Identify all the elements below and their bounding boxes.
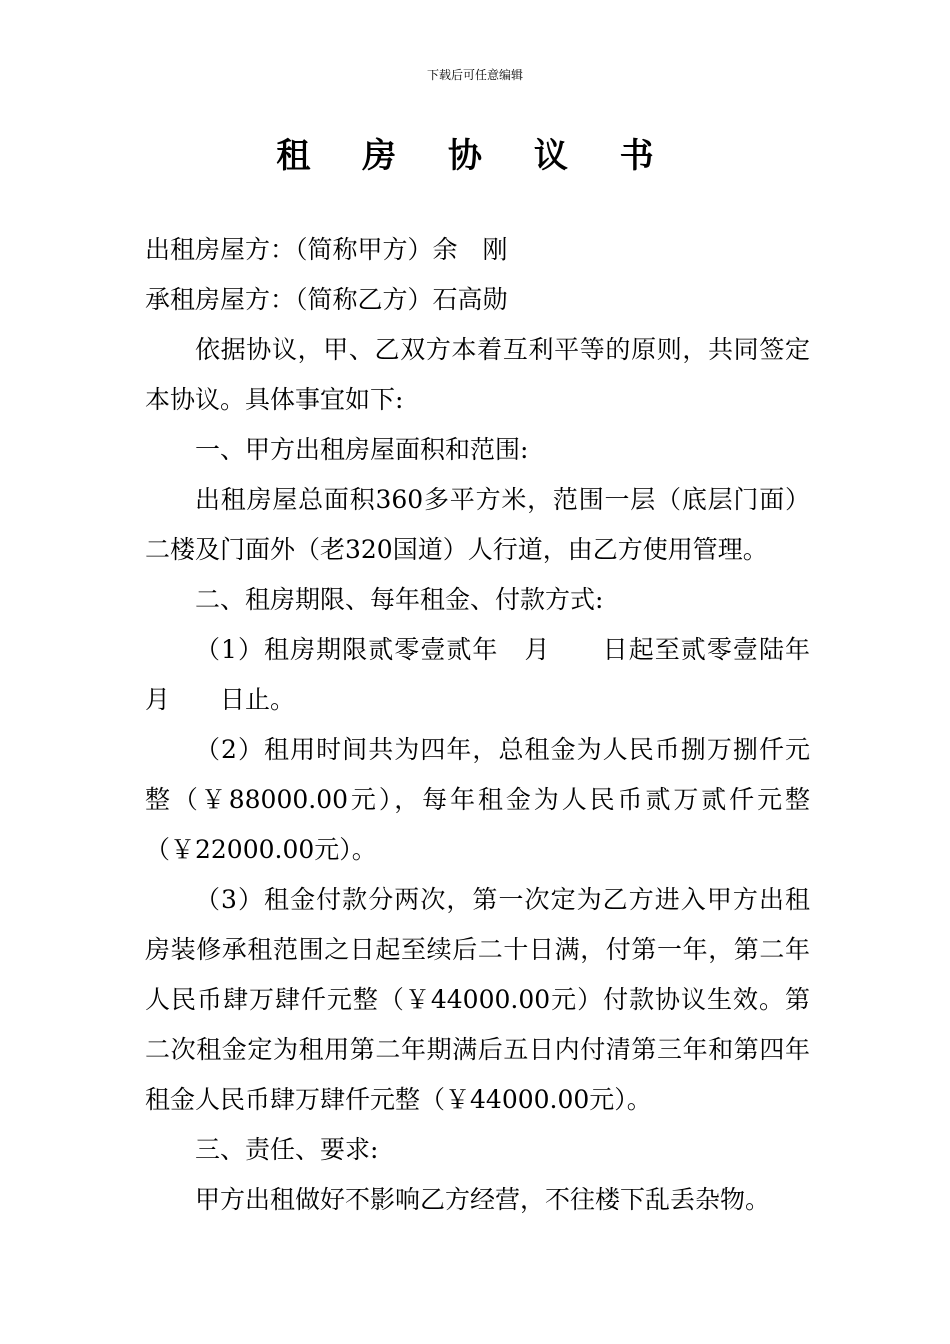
section-heading-1: 一、甲方出租房屋面积和范围: [195,435,529,464]
area-paragraph: 出租房屋总面积360多平方米，范围一层（底层门面）二楼及门面外（老320国道）人行道，由乙方使用管理。 [145,485,810,564]
section-heading-3: 三、责任、要求: [195,1135,379,1164]
responsibility-paragraph: 甲方出租做好不影响乙方经营，不往楼下乱丢杂物。 [195,1185,771,1214]
document-body [145,225,810,1225]
term-paragraph: （1）租房期限贰零壹贰年 月 日起至贰零壹陆年月 日止。 [145,635,810,714]
lessee-line: 承租房屋方：（简称乙方）石高勋 [145,285,508,314]
header-note: 下载后可任意编辑 [426,68,523,82]
payment-paragraph: （3）租金付款分两次，第一次定为乙方进入甲方出租房装修承租范围之日起至续后二十日满，付第一年，第二年人民币肆万肆仟元整（￥44000.00元）付款协议生效。第二次租金定为租用第二年期满后五日内付清第三年和第四年租金人民币肆万肆仟元整（￥44000.00元）。 [145,885,810,1114]
rent-paragraph: （2）租用时间共为四年，总租金为人民币捌万捌仟元整（￥88000.00元），每年租金为人民币贰万贰仟元整（￥22000.00元）。 [145,735,810,864]
lessor-line: 出租房屋方：（简称甲方）余 刚 [145,235,508,264]
section-heading-2: 二、租房期限、每年租金、付款方式: [195,585,604,614]
document-title: 租 房 协 议 书 [276,136,674,176]
intro-paragraph: 依据协议，甲、乙双方本着互利平等的原则，共同签定本协议。具体事宜如下: [145,335,810,414]
